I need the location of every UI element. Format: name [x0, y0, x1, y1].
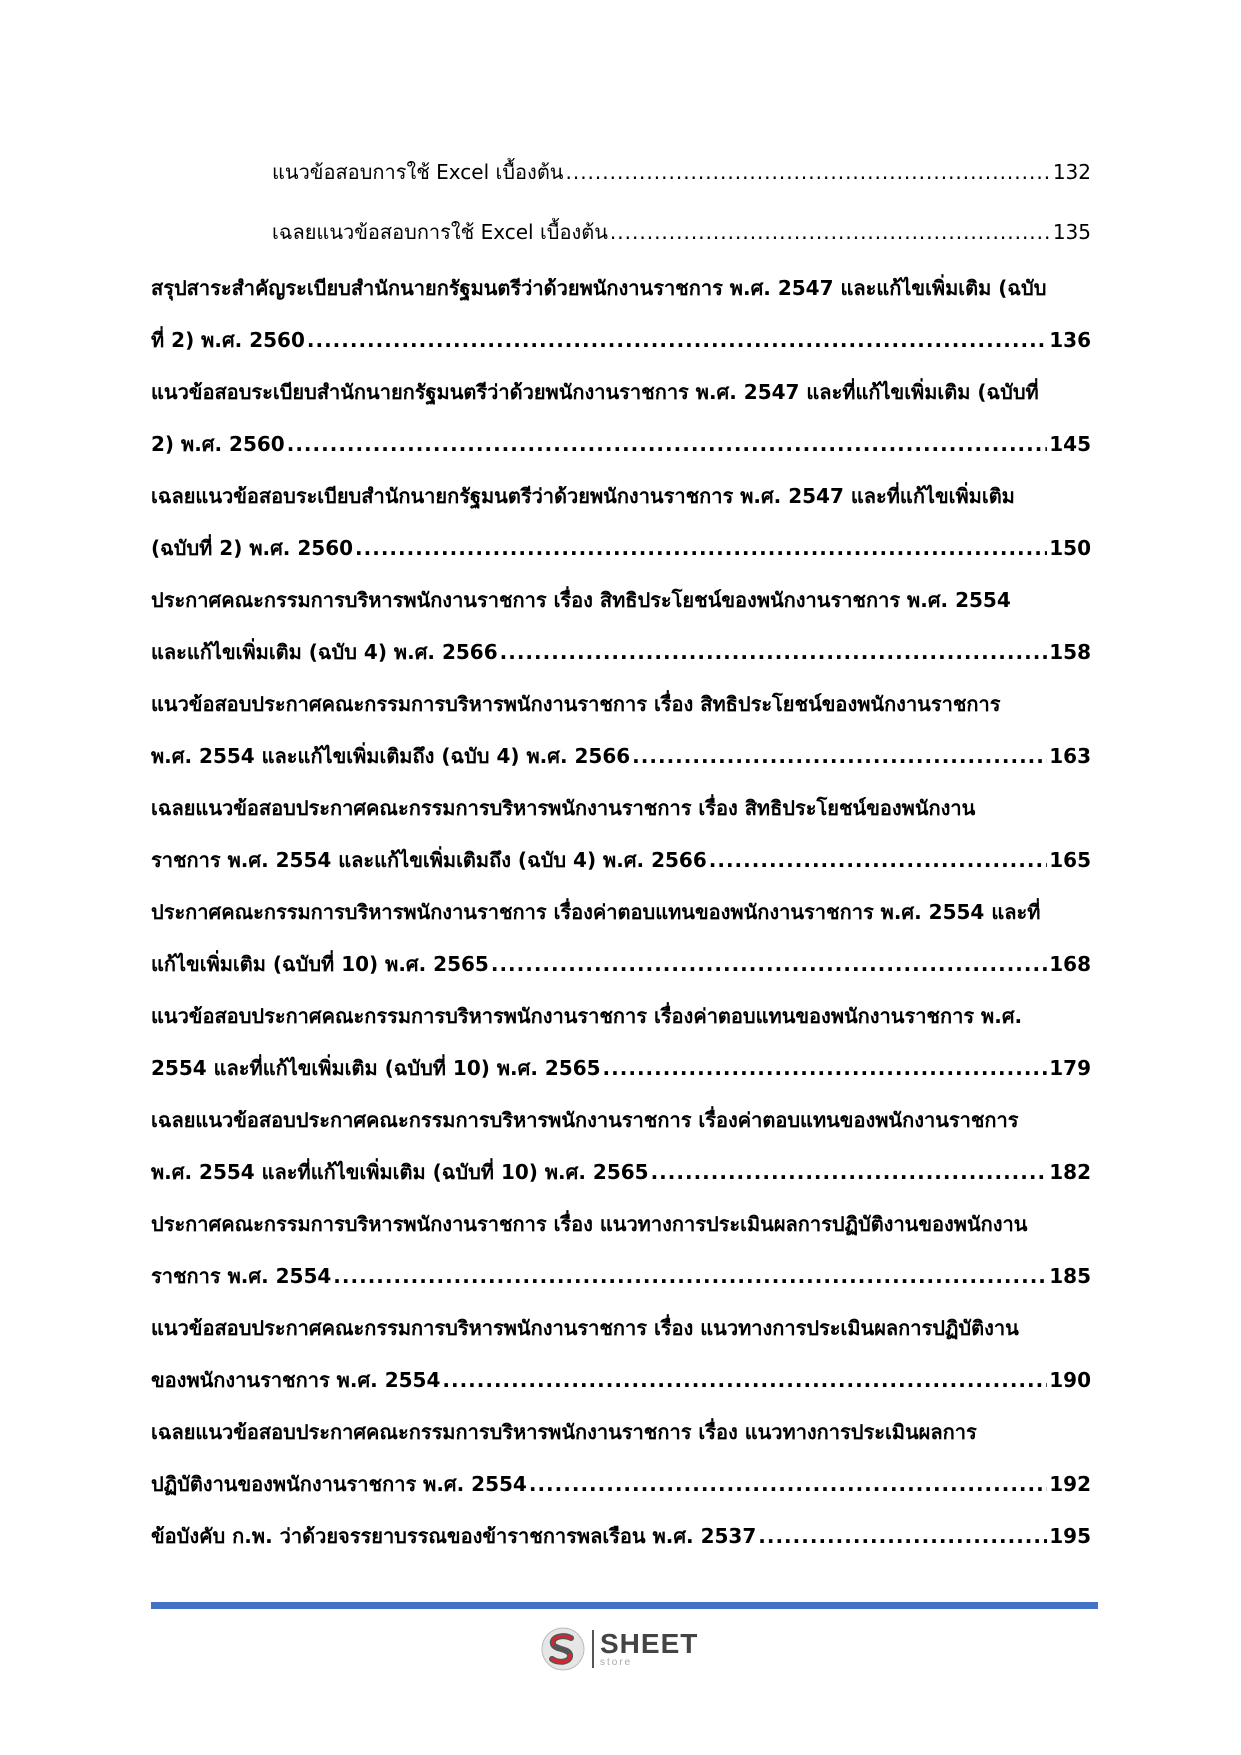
leader-dots	[287, 418, 1048, 470]
toc-entry-line	[151, 314, 1091, 366]
toc-entry-line	[151, 522, 1091, 574]
toc-entry-title-cont: ปฏิบัติงานของพนักงานราชการ พ.ศ. 2554	[151, 1472, 527, 1496]
toc-page-number: 168	[1049, 952, 1091, 976]
toc-entry-title: แนวข้อสอบการใช้ Excel เบื้องต้น	[272, 160, 564, 184]
toc-entry-title-line	[151, 886, 1091, 938]
leader-dots	[709, 834, 1047, 886]
leader-dots	[651, 1146, 1048, 1198]
toc-entry[interactable]	[151, 1510, 1091, 1562]
toc-page-number: 182	[1049, 1160, 1091, 1184]
toc-entry-title: เฉลยแนวข้อสอบประกาศคณะกรรมการบริหารพนักงานราชการ เรื่อง สิทธิประโยชน์ของพนักงาน	[151, 796, 976, 820]
toc-entry-title: เฉลยแนวข้อสอบประกาศคณะกรรมการบริหารพนักงานราชการ เรื่อง แนวทางการประเมินผลการ	[151, 1420, 977, 1444]
leader-dots	[565, 142, 1050, 202]
toc-entry-line	[151, 1510, 1091, 1562]
toc-entry-title: เฉลยแนวข้อสอบประกาศคณะกรรมการบริหารพนักงานราชการ เรื่องค่าตอบแทนของพนักงานราชการ	[151, 1108, 1019, 1132]
toc-entry-title: แนวข้อสอบระเบียบสำนักนายกรัฐมนตรีว่าด้วยพนักงานราชการ พ.ศ. 2547 และที่แก้ไขเพิ่มเติม (ฉบับที่	[151, 380, 1039, 404]
toc-entry-title: แนวข้อสอบประกาศคณะกรรมการบริหารพนักงานราชการ เรื่องค่าตอบแทนของพนักงานราชการ พ.ศ.	[151, 1004, 1023, 1028]
toc-entry[interactable]	[151, 1198, 1091, 1302]
toc-entry[interactable]	[151, 678, 1091, 782]
toc-entry[interactable]	[151, 1406, 1091, 1510]
leader-dots	[307, 314, 1047, 366]
toc-entry-title-cont: (ฉบับที่ 2) พ.ศ. 2560	[151, 536, 354, 560]
toc-entry[interactable]	[151, 142, 1091, 202]
toc-entry-title: ประกาศคณะกรรมการบริหารพนักงานราชการ เรื่อง แนวทางการประเมินผลการปฏิบัติงานของพนักงาน	[151, 1212, 1028, 1236]
toc-page-number: 165	[1049, 848, 1091, 872]
toc-page-number: 195	[1049, 1524, 1091, 1548]
toc-entry-title-line	[151, 782, 1091, 834]
toc-entry-line	[151, 626, 1091, 678]
toc-entry[interactable]	[151, 886, 1091, 990]
toc-entry-title-cont: ราชการ พ.ศ. 2554 และแก้ไขเพิ่มเติมถึง (ฉบับ 4) พ.ศ. 2566	[151, 848, 707, 872]
toc-entry[interactable]	[151, 990, 1091, 1094]
logo-wordmark	[600, 1630, 698, 1668]
toc-entry-title-cont: 2554 และที่แก้ไขเพิ่มเติม (ฉบับที่ 10) พ.ศ. 2565	[151, 1056, 601, 1080]
leader-dots	[500, 626, 1048, 678]
toc-entry[interactable]	[151, 1094, 1091, 1198]
toc-entry-title: ข้อบังคับ ก.พ. ว่าด้วยจรรยาบรรณของข้าราชการพลเรือน พ.ศ. 2537	[151, 1524, 757, 1548]
toc-entry-title-line	[151, 678, 1091, 730]
leader-dots	[442, 1354, 1047, 1406]
toc-entry-title-cont: ของพนักงานราชการ พ.ศ. 2554	[151, 1368, 441, 1392]
toc-page-number: 185	[1049, 1264, 1091, 1288]
toc-entry-title-cont: 2) พ.ศ. 2560	[151, 432, 285, 456]
logo-sub-text: store	[600, 1657, 633, 1668]
toc-entry-title: เฉลยแนวข้อสอบการใช้ Excel เบื้องต้น	[272, 220, 608, 244]
toc-entry-line	[151, 1146, 1091, 1198]
toc-entry-title: ประกาศคณะกรรมการบริหารพนักงานราชการ เรื่องค่าตอบแทนของพนักงานราชการ พ.ศ. 2554 และที่	[151, 900, 1041, 924]
toc-page-number: 179	[1049, 1056, 1091, 1080]
toc-entry-title: สรุปสาระสำคัญระเบียบสำนักนายกรัฐมนตรีว่าด้วยพนักงานราชการ พ.ศ. 2547 และแก้ไขเพิ่มเติม (ฉบับ	[151, 276, 1047, 300]
toc-entry-title-line	[151, 990, 1091, 1042]
toc-entry-title-cont: และแก้ไขเพิ่มเติม (ฉบับ 4) พ.ศ. 2566	[151, 640, 498, 664]
logo-divider	[592, 1630, 594, 1668]
toc-entry[interactable]	[151, 782, 1091, 886]
leader-dots	[603, 1042, 1048, 1094]
toc-page-number: 163	[1049, 744, 1091, 768]
toc-entry-line	[151, 730, 1091, 782]
toc-entry-title-cont: แก้ไขเพิ่มเติม (ฉบับที่ 10) พ.ศ. 2565	[151, 952, 489, 976]
leader-dots	[333, 1250, 1047, 1302]
toc-entry-title-line	[151, 470, 1091, 522]
toc-entry[interactable]	[151, 262, 1091, 366]
leader-dots	[355, 522, 1047, 574]
toc-page-number: 136	[1049, 328, 1091, 352]
toc-entry-line	[151, 1250, 1091, 1302]
toc-entry-line	[151, 1458, 1091, 1510]
toc-page-number: 145	[1049, 432, 1091, 456]
toc-entry-title-line	[151, 574, 1091, 626]
toc-entry-title-cont: พ.ศ. 2554 และที่แก้ไขเพิ่มเติม (ฉบับที่ 10) พ.ศ. 2565	[151, 1160, 649, 1184]
leader-dots	[632, 730, 1047, 782]
sheet-store-logo-icon	[540, 1626, 586, 1672]
toc-entry[interactable]	[151, 366, 1091, 470]
toc-entry-line	[151, 418, 1091, 470]
toc-entry-line	[151, 834, 1091, 886]
leader-dots	[610, 202, 1051, 262]
toc-entry-title: แนวข้อสอบประกาศคณะกรรมการบริหารพนักงานราชการ เรื่อง สิทธิประโยชน์ของพนักงานราชการ	[151, 692, 1001, 716]
toc-page-number: 192	[1049, 1472, 1091, 1496]
toc-entry-line	[272, 142, 1091, 202]
toc-entry-line	[151, 1042, 1091, 1094]
table-of-contents	[151, 142, 1091, 1562]
toc-page-number: 135	[1052, 220, 1091, 244]
leader-dots	[529, 1458, 1047, 1510]
toc-entry-title-line	[151, 366, 1091, 418]
leader-dots	[491, 938, 1047, 990]
toc-entry[interactable]	[151, 470, 1091, 574]
toc-page-number: 158	[1049, 640, 1091, 664]
toc-page-number: 150	[1049, 536, 1091, 560]
toc-entry-title-line	[151, 1406, 1091, 1458]
toc-entry-title: เฉลยแนวข้อสอบระเบียบสำนักนายกรัฐมนตรีว่าด้วยพนักงานราชการ พ.ศ. 2547 และที่แก้ไขเพิ่มเติม	[151, 484, 1015, 508]
toc-entry[interactable]	[151, 202, 1091, 262]
toc-entry-title: แนวข้อสอบประกาศคณะกรรมการบริหารพนักงานราชการ เรื่อง แนวทางการประเมินผลการปฏิบัติงาน	[151, 1316, 1019, 1340]
toc-entry-title-cont: พ.ศ. 2554 และแก้ไขเพิ่มเติมถึง (ฉบับ 4) พ.ศ. 2566	[151, 744, 631, 768]
toc-entry-title-cont: ที่ 2) พ.ศ. 2560	[151, 328, 305, 352]
toc-page-number: 190	[1049, 1368, 1091, 1392]
logo-main-text: SHEET	[600, 1628, 699, 1659]
footer-logo	[540, 1624, 698, 1674]
toc-entry-title-cont: ราชการ พ.ศ. 2554	[151, 1264, 332, 1288]
toc-entry-title-line	[151, 1094, 1091, 1146]
toc-entry-title-line	[151, 1302, 1091, 1354]
footer-rule	[151, 1602, 1098, 1609]
toc-entry-line	[151, 938, 1091, 990]
toc-entry-title-line	[151, 262, 1091, 314]
toc-entry-line	[151, 1354, 1091, 1406]
toc-entry[interactable]	[151, 574, 1091, 678]
toc-entry[interactable]	[151, 1302, 1091, 1406]
toc-entry-title: ประกาศคณะกรรมการบริหารพนักงานราชการ เรื่อง สิทธิประโยชน์ของพนักงานราชการ พ.ศ. 2554	[151, 588, 1011, 612]
leader-dots	[758, 1510, 1047, 1562]
toc-entry-line	[272, 202, 1091, 262]
toc-page-number: 132	[1052, 160, 1091, 184]
toc-entry-title-line	[151, 1198, 1091, 1250]
